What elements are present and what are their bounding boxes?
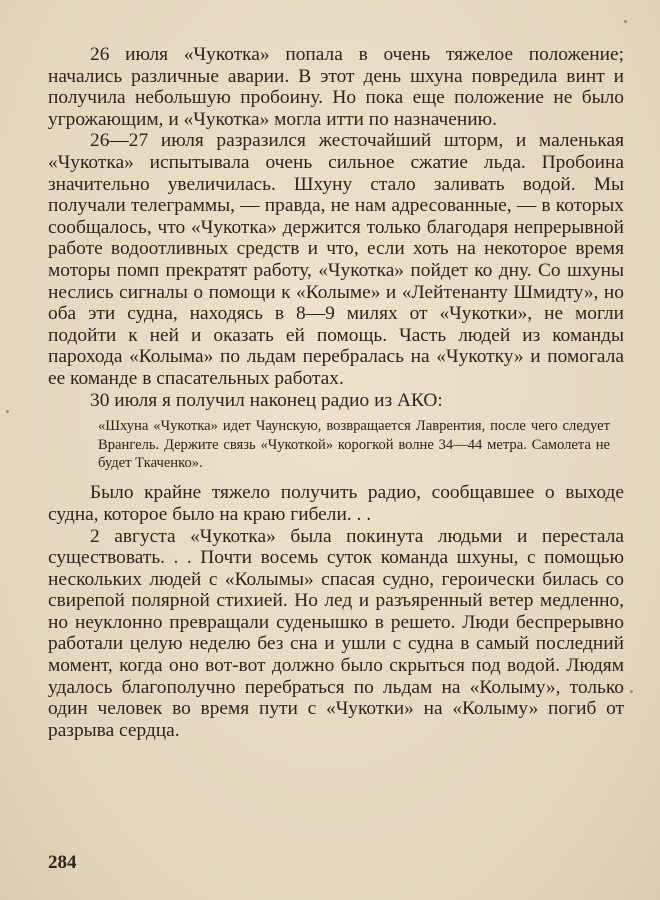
quote-text: «Шхуна «Чукотка» идет Чаунскую, возвращается Лаврентия, после чего следует Врангель. Держите связь «Чукоткой» корогкой волне 34—44 метра. Самолета не будет Ткаченко». bbox=[98, 418, 610, 471]
paragraph: 26—27 июля разразился жесточайший шторм, и маленькая «Чукотка» испытывала очень сильное сжатие льда. Пробоина значительно увеличилась. Шхуну стало заливать водой. Мы получали телеграммы, — правда, не нам адресованные, — в которых сообщалось, что «Чукотка» держится только благодаря непрерывной работе водоотливных средств и что, если хоть на некоторое время моторы помп прекратят работу, «Чукотка» пойдет ко дну. Со шхуны неслись сигналы о помощи к «Колыме» и «Лейтенанту Шмидту», но оба эти судна, находясь в 8—9 милях от «Чукотки», не могли подойти к ней и оказать ей помощь. Часть людей из команды парохода «Колыма» по льдам перебралась на «Чукотку» и помогала ее команде в спасательных работах. bbox=[48, 130, 624, 389]
radio-message-quote bbox=[48, 417, 624, 472]
paragraph: Было крайне тяжело получить радио, сообщавшее о выходе судна, которое было на краю гибели. . . bbox=[48, 482, 624, 525]
paragraph: 2 августа «Чукотка» была покинута людьми и перестала существовать. . . Почти восемь суток команда шхуны, с помощью нескольких людей с «Колымы» спасая судно, героически билась со свирепой полярной стихией. Но лед и разъяренный ветер медленно, но неуклонно превращали суденышко в решето. Люди беспрерывно работали целую неделю без сна и ушли с судна в самый последний момент, когда оно вот-вот должно было скрыться под водой. Людям удалось благополучно перебраться по льдам на «Колыму», только один человек во время пути с «Чукотки» на «Колыму» погиб от разрыва сердца. bbox=[48, 525, 624, 741]
paragraph: 30 июля я получил наконец радио из АКО: bbox=[90, 389, 443, 411]
body-text bbox=[48, 44, 624, 741]
print-speck bbox=[6, 410, 9, 413]
page-number: 284 bbox=[48, 852, 77, 873]
paragraph: 26 июля «Чукотка» попала в очень тяжелое положение; начались различные аварии. В этот день шхуна повредила винт и получила небольшую пробоину. Но пока еще положение не было угрожающим, и «Чукотка» могла итти по назначению. bbox=[48, 44, 624, 130]
print-speck bbox=[630, 690, 633, 693]
print-speck bbox=[624, 20, 627, 23]
